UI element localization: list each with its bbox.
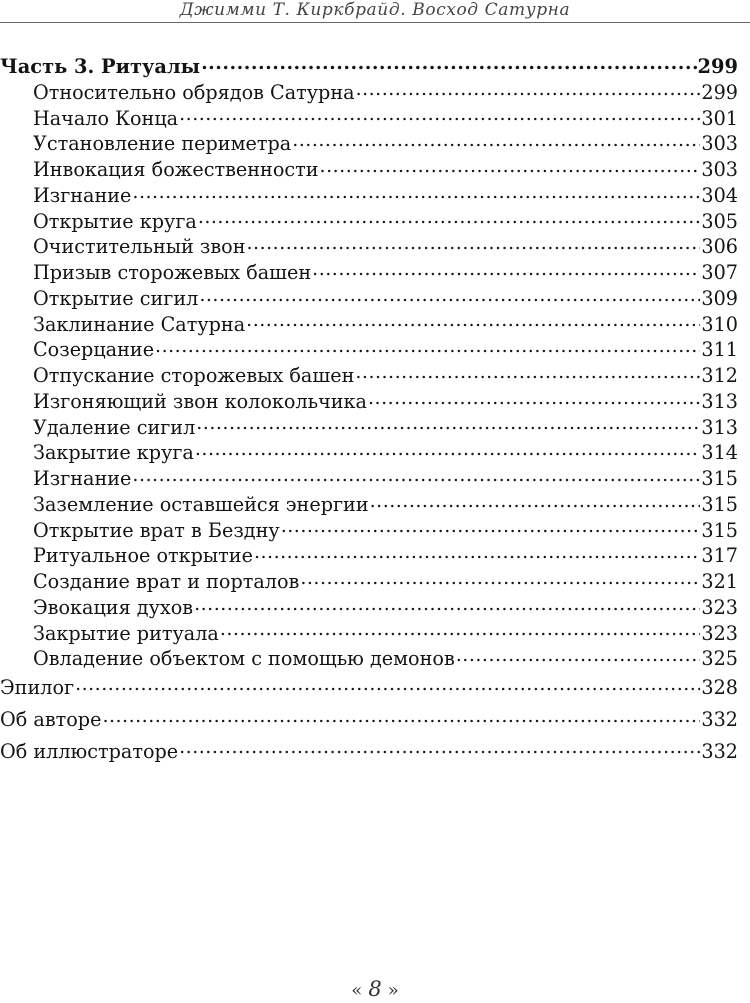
toc-entry-title: Изгнание [33,467,132,490]
toc-entry[interactable] [0,183,738,209]
toc-dot-leader [456,646,701,672]
toc-entry-page: 307 [701,261,738,284]
toc-entry[interactable] [0,363,738,389]
table-of-contents [0,54,738,764]
toc-entry-title: Заземление оставшейся энергии [33,492,369,516]
toc-entry-title: Относительно обрядов Сатурна [33,80,355,104]
toc-entry-title: Инвокация божественности [33,158,319,181]
toc-entry-page: 311 [701,338,738,362]
toc-entry-title: Изгнание [33,183,132,207]
toc-entry-title: Отпускание сторожевых башен [33,364,355,387]
toc-dot-leader [356,80,701,106]
toc-entry-page: 305 [701,209,738,233]
toc-entry-page: 323 [701,595,738,619]
toc-dot-leader [201,54,696,80]
page-number-right-mark: » [387,980,399,1001]
toc-entry-page: 306 [701,235,738,259]
toc-entry-title: Об иллюстраторе [0,739,179,763]
toc-entry-page: 299 [701,80,738,104]
toc-entry-title: Открытие круга [33,209,197,233]
toc-dot-leader [292,131,700,157]
toc-entry[interactable] [0,440,738,466]
toc-entry-page: 315 [701,467,738,490]
toc-dot-leader [368,389,700,415]
toc-entry-title: Закрытие круга [33,441,194,465]
toc-dot-leader [246,312,700,338]
toc-entry[interactable] [0,569,738,595]
toc-entry[interactable] [0,131,738,157]
toc-entry[interactable] [0,415,738,441]
toc-entry-title: Часть 3. Ритуалы [0,55,201,78]
toc-dot-leader [102,707,700,733]
toc-entry-page: 303 [701,132,738,156]
toc-dot-leader [195,440,701,466]
toc-dot-leader [155,337,700,363]
toc-entry-title: Начало Конца [33,106,179,130]
toc-dot-leader [75,675,700,701]
toc-dot-leader [132,183,700,209]
toc-dot-leader [254,543,700,569]
header-rule [0,22,750,23]
toc-about-author[interactable] [0,707,738,733]
toc-entry-title: Призыв сторожевых башен [33,261,312,284]
toc-entry[interactable] [0,621,738,647]
page-number [0,977,750,1003]
running-header: Джимми Т. Киркбрайд. Восход Сатурна [179,0,571,20]
toc-epilogue[interactable] [0,675,738,701]
toc-entry-page: 328 [701,676,738,699]
toc-entry-page: 325 [701,647,738,671]
toc-entry[interactable] [0,209,738,235]
toc-entry[interactable] [0,466,738,492]
toc-entry-page: 315 [701,492,738,516]
toc-dot-leader [320,157,701,183]
toc-entry[interactable] [0,312,738,338]
toc-entry-page: 332 [701,707,738,731]
toc-entry-page: 323 [701,621,738,645]
toc-entry[interactable] [0,492,738,518]
toc-entry-page: 301 [701,106,738,130]
toc-entry[interactable] [0,234,738,260]
toc-entry-page: 332 [701,739,738,763]
toc-dot-leader [220,621,701,647]
toc-entry-title: Создание врат и порталов [33,570,300,593]
toc-entry-title: Созерцание [33,338,155,362]
toc-entry[interactable] [0,106,738,132]
toc-entry[interactable] [0,337,738,363]
toc-entry-title: Закрытие ритуала [33,621,219,645]
toc-entry-title: Эвокация духов [33,595,194,619]
toc-entry-page: 314 [701,441,738,465]
toc-entry-page: 317 [701,544,738,568]
toc-dot-leader [355,363,700,389]
toc-entry-title: Удаление сигил [33,415,196,439]
toc-entry-title: Установление периметра [33,132,292,156]
toc-entry-title: Ритуальное открытие [33,544,253,568]
toc-entry[interactable] [0,389,738,415]
toc-dot-leader [312,260,700,286]
toc-entry-title: Овладение объектом с помощью демонов [33,647,455,671]
page-number-left-mark: « [351,980,363,1001]
toc-entry[interactable] [0,260,738,286]
toc-entry-title: Эпилог [0,676,75,699]
toc-entry-page: 309 [701,286,738,310]
toc-dot-leader [132,466,700,492]
toc-entry-page: 313 [701,389,738,413]
toc-dot-leader [281,518,701,544]
toc-entry[interactable] [0,286,738,312]
toc-entry-page: 321 [701,570,738,593]
toc-dot-leader [179,106,700,132]
toc-dot-leader [198,209,701,235]
toc-entry-page: 312 [701,364,738,387]
toc-entry-title: Открытие сигил [33,286,199,310]
toc-entry-title: Об авторе [0,707,102,731]
toc-entry[interactable] [0,80,738,106]
toc-entry[interactable] [0,646,738,672]
toc-about-illustrator[interactable] [0,739,738,765]
page-number-value: 8 [368,977,382,1001]
toc-entry[interactable] [0,157,738,183]
toc-entry-page: 303 [701,158,738,181]
toc-entry-page: 310 [701,312,738,336]
toc-dot-leader [199,286,700,312]
toc-entry-page: 315 [701,518,738,542]
toc-entry-title: Заклинание Сатурна [33,312,246,336]
toc-entry[interactable] [0,595,738,621]
toc-entry-title: Очистительный звон [33,235,246,259]
toc-dot-leader [196,415,700,441]
toc-entry-page: 304 [701,183,738,207]
toc-dot-leader [194,595,700,621]
toc-entry-page: 299 [697,55,738,78]
toc-entry-title: Открытие врат в Бездну [33,518,280,542]
toc-entry[interactable] [0,543,738,569]
toc-entry-page: 313 [701,415,738,439]
toc-dot-leader [370,492,701,518]
toc-part-3[interactable] [0,54,738,80]
toc-dot-leader [300,569,700,595]
toc-dot-leader [179,739,700,765]
toc-dot-leader [247,234,701,260]
toc-entry[interactable] [0,518,738,544]
toc-entry-title: Изгоняющий звон колокольчика [33,389,367,413]
